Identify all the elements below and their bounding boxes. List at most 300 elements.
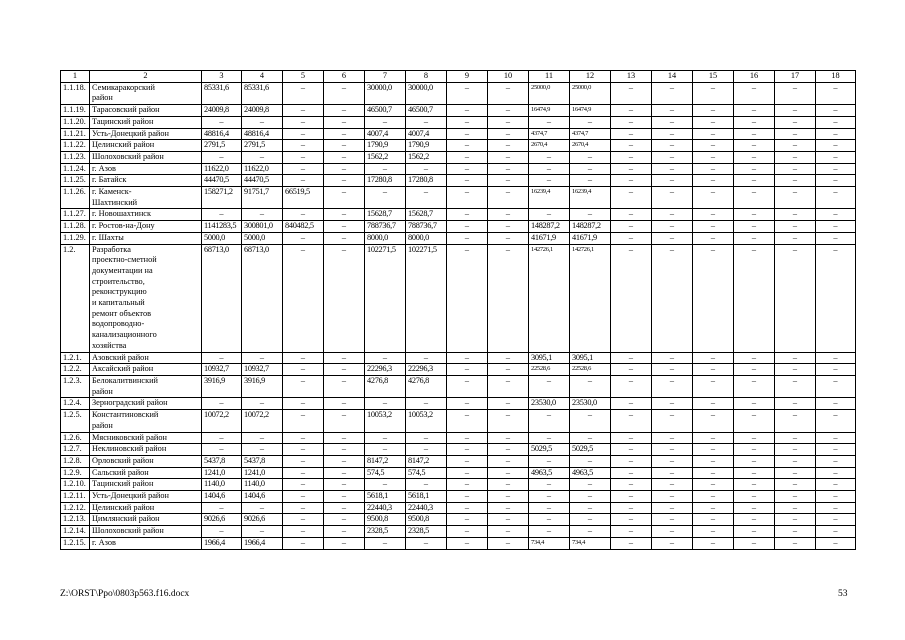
cell-value: 25000,0: [570, 82, 611, 104]
row-code: 1.2.7.: [61, 444, 90, 456]
cell-value: 5000,0: [202, 232, 242, 244]
row-name: г. Ростов-на-Дону: [90, 221, 202, 233]
row-code: 1.1.22.: [61, 140, 90, 152]
cell-value: –: [488, 455, 529, 467]
cell-value: –: [202, 352, 242, 364]
cell-value: 4374,7: [529, 128, 570, 140]
column-header-7: 7: [365, 71, 406, 83]
cell-value: –: [406, 479, 447, 491]
cell-value: –: [775, 502, 816, 514]
cell-value: –: [775, 467, 816, 479]
cell-value: –: [365, 479, 406, 491]
row-code: 1.2.14.: [61, 526, 90, 538]
row-code: 1.1.19.: [61, 105, 90, 117]
cell-value: –: [365, 444, 406, 456]
cell-value: –: [734, 352, 775, 364]
cell-value: –: [488, 467, 529, 479]
cell-value: –: [447, 151, 488, 163]
cell-value: –: [283, 375, 324, 397]
cell-value: 3095,1: [570, 352, 611, 364]
cell-value: –: [447, 479, 488, 491]
cell-value: –: [652, 514, 693, 526]
cell-value: –: [447, 82, 488, 104]
cell-value: –: [652, 82, 693, 104]
column-header-6: 6: [324, 71, 365, 83]
table-row: [61, 105, 856, 117]
cell-value: –: [611, 514, 652, 526]
cell-value: –: [652, 444, 693, 456]
cell-value: –: [324, 364, 365, 376]
cell-value: –: [488, 175, 529, 187]
row-name: Разработка проектно-сметной документации на строительство, реконструкцию и капитальный ремонт объектов водопроводно- канализационного хозяйства: [90, 244, 202, 352]
cell-value: 17280,8: [365, 175, 406, 187]
column-header-13: 13: [611, 71, 652, 83]
cell-value: 1241,0: [202, 467, 242, 479]
cell-value: –: [734, 467, 775, 479]
cell-value: –: [283, 105, 324, 117]
cell-value: –: [324, 537, 365, 549]
column-header-11: 11: [529, 71, 570, 83]
cell-value: –: [775, 375, 816, 397]
cell-value: 5029,5: [529, 444, 570, 456]
cell-value: –: [734, 175, 775, 187]
cell-value: –: [734, 244, 775, 352]
cell-value: –: [283, 514, 324, 526]
cell-value: –: [816, 116, 856, 128]
cell-value: –: [816, 232, 856, 244]
cell-value: –: [611, 187, 652, 209]
cell-value: –: [447, 105, 488, 117]
cell-value: –: [447, 209, 488, 221]
cell-value: –: [693, 128, 734, 140]
cell-value: –: [693, 232, 734, 244]
cell-value: 1140,0: [202, 479, 242, 491]
cell-value: –: [488, 116, 529, 128]
cell-value: –: [488, 209, 529, 221]
cell-value: 2328,5: [365, 526, 406, 538]
cell-value: 2670,4: [570, 140, 611, 152]
table-row: [61, 82, 856, 104]
cell-value: –: [202, 526, 242, 538]
cell-value: 574,5: [365, 467, 406, 479]
row-name: Усть-Донецкий район: [90, 128, 202, 140]
cell-value: –: [693, 537, 734, 549]
row-name: Тацинский район: [90, 479, 202, 491]
cell-value: –: [324, 455, 365, 467]
column-header-18: 18: [816, 71, 856, 83]
cell-value: –: [652, 455, 693, 467]
cell-value: –: [652, 151, 693, 163]
table-row: [61, 432, 856, 444]
cell-value: –: [693, 444, 734, 456]
row-name: Усть-Донецкий район: [90, 491, 202, 503]
cell-value: –: [734, 187, 775, 209]
cell-value: –: [775, 364, 816, 376]
cell-value: –: [611, 467, 652, 479]
row-code: 1.2.10.: [61, 479, 90, 491]
cell-value: –: [447, 502, 488, 514]
cell-value: –: [652, 491, 693, 503]
cell-value: –: [693, 209, 734, 221]
table-row: [61, 221, 856, 233]
cell-value: –: [324, 244, 365, 352]
cell-value: –: [447, 410, 488, 432]
row-name: Шолоховский район: [90, 526, 202, 538]
cell-value: 8147,2: [406, 455, 447, 467]
cell-value: 66519,5: [283, 187, 324, 209]
cell-value: 10072,2: [202, 410, 242, 432]
cell-value: –: [406, 163, 447, 175]
cell-value: –: [816, 151, 856, 163]
cell-value: 1140,0: [242, 479, 283, 491]
row-name: Константиновский район: [90, 410, 202, 432]
row-code: 1.2.15.: [61, 537, 90, 549]
column-header-1: 1: [61, 71, 90, 83]
row-name: Белокалитвинский район: [90, 375, 202, 397]
cell-value: –: [283, 352, 324, 364]
cell-value: 9026,6: [202, 514, 242, 526]
cell-value: –: [529, 491, 570, 503]
cell-value: –: [242, 209, 283, 221]
row-code: 1.2.2.: [61, 364, 90, 376]
cell-value: –: [324, 151, 365, 163]
cell-value: –: [693, 364, 734, 376]
cell-value: –: [816, 455, 856, 467]
cell-value: –: [365, 116, 406, 128]
cell-value: 102271,5: [365, 244, 406, 352]
cell-value: –: [652, 467, 693, 479]
cell-value: –: [611, 479, 652, 491]
cell-value: –: [775, 209, 816, 221]
cell-value: –: [652, 221, 693, 233]
cell-value: –: [406, 398, 447, 410]
cell-value: –: [775, 537, 816, 549]
cell-value: –: [324, 221, 365, 233]
table-row: [61, 175, 856, 187]
cell-value: –: [570, 163, 611, 175]
row-name: г. Новошахтинск: [90, 209, 202, 221]
cell-value: –: [365, 163, 406, 175]
table-row: [61, 163, 856, 175]
cell-value: –: [652, 502, 693, 514]
cell-value: –: [734, 526, 775, 538]
cell-value: –: [652, 364, 693, 376]
cell-value: 4374,7: [570, 128, 611, 140]
cell-value: –: [324, 232, 365, 244]
cell-value: –: [324, 514, 365, 526]
cell-value: –: [693, 221, 734, 233]
cell-value: 300801,0: [242, 221, 283, 233]
cell-value: –: [816, 105, 856, 117]
cell-value: –: [693, 514, 734, 526]
cell-value: –: [447, 187, 488, 209]
cell-value: 2670,4: [529, 140, 570, 152]
cell-value: –: [816, 187, 856, 209]
cell-value: –: [611, 398, 652, 410]
cell-value: 2791,5: [242, 140, 283, 152]
cell-value: –: [447, 221, 488, 233]
table-row: [61, 128, 856, 140]
row-code: 1.2.9.: [61, 467, 90, 479]
row-name: Шолоховский район: [90, 151, 202, 163]
cell-value: –: [488, 398, 529, 410]
cell-value: 9500,8: [406, 514, 447, 526]
cell-value: –: [693, 526, 734, 538]
column-header-16: 16: [734, 71, 775, 83]
cell-value: 142726,1: [570, 244, 611, 352]
row-code: 1.1.26.: [61, 187, 90, 209]
cell-value: 68713,0: [242, 244, 283, 352]
cell-value: 10053,2: [406, 410, 447, 432]
table-row: [61, 375, 856, 397]
row-name: Аксайский район: [90, 364, 202, 376]
cell-value: 25000,0: [529, 82, 570, 104]
cell-value: 158271,2: [202, 187, 242, 209]
cell-value: –: [283, 209, 324, 221]
cell-value: 3916,9: [202, 375, 242, 397]
cell-value: –: [488, 364, 529, 376]
cell-value: –: [693, 352, 734, 364]
cell-value: 4963,5: [570, 467, 611, 479]
row-code: 1.1.21.: [61, 128, 90, 140]
cell-value: 1141283,5: [202, 221, 242, 233]
cell-value: –: [242, 116, 283, 128]
cell-value: –: [488, 502, 529, 514]
cell-value: –: [734, 82, 775, 104]
row-code: 1.1.20.: [61, 116, 90, 128]
cell-value: –: [529, 479, 570, 491]
cell-value: –: [611, 491, 652, 503]
cell-value: –: [488, 375, 529, 397]
cell-value: 16239,4: [529, 187, 570, 209]
cell-value: –: [816, 432, 856, 444]
cell-value: –: [775, 105, 816, 117]
cell-value: –: [570, 209, 611, 221]
column-header-10: 10: [488, 71, 529, 83]
cell-value: 24009,8: [202, 105, 242, 117]
cell-value: –: [816, 514, 856, 526]
cell-value: –: [570, 175, 611, 187]
table-row: [61, 491, 856, 503]
cell-value: –: [324, 432, 365, 444]
cell-value: –: [734, 479, 775, 491]
row-code: 1.2.13.: [61, 514, 90, 526]
cell-value: –: [447, 140, 488, 152]
cell-value: 1562,2: [406, 151, 447, 163]
cell-value: –: [734, 502, 775, 514]
cell-value: –: [611, 432, 652, 444]
cell-value: –: [775, 187, 816, 209]
cell-value: –: [488, 140, 529, 152]
row-code: 1.2.6.: [61, 432, 90, 444]
cell-value: 22528,6: [570, 364, 611, 376]
row-name: Мясниковский район: [90, 432, 202, 444]
table-body: [61, 82, 856, 549]
row-name: Зерноградский район: [90, 398, 202, 410]
cell-value: –: [570, 375, 611, 397]
cell-value: –: [652, 116, 693, 128]
cell-value: –: [775, 514, 816, 526]
cell-value: –: [775, 491, 816, 503]
cell-value: –: [734, 432, 775, 444]
row-code: 1.1.28.: [61, 221, 90, 233]
row-code: 1.1.24.: [61, 163, 90, 175]
cell-value: –: [734, 364, 775, 376]
cell-value: 85331,6: [202, 82, 242, 104]
column-header-15: 15: [693, 71, 734, 83]
cell-value: –: [611, 455, 652, 467]
row-code: 1.2.1.: [61, 352, 90, 364]
cell-value: –: [816, 364, 856, 376]
cell-value: –: [775, 455, 816, 467]
cell-value: –: [488, 187, 529, 209]
cell-value: –: [652, 526, 693, 538]
cell-value: –: [775, 140, 816, 152]
cell-value: –: [570, 491, 611, 503]
cell-value: –: [365, 432, 406, 444]
cell-value: –: [652, 140, 693, 152]
cell-value: –: [693, 467, 734, 479]
cell-value: –: [775, 151, 816, 163]
table-row: [61, 514, 856, 526]
header-row: [61, 71, 856, 83]
cell-value: 1404,6: [242, 491, 283, 503]
cell-value: –: [611, 140, 652, 152]
cell-value: –: [775, 479, 816, 491]
cell-value: –: [611, 175, 652, 187]
cell-value: –: [488, 537, 529, 549]
cell-value: 15628,7: [365, 209, 406, 221]
cell-value: –: [283, 163, 324, 175]
cell-value: –: [652, 537, 693, 549]
cell-value: –: [283, 140, 324, 152]
cell-value: –: [775, 116, 816, 128]
cell-value: –: [693, 432, 734, 444]
cell-value: 734,4: [529, 537, 570, 549]
cell-value: –: [611, 375, 652, 397]
cell-value: –: [611, 526, 652, 538]
cell-value: –: [283, 491, 324, 503]
cell-value: –: [734, 491, 775, 503]
cell-value: –: [202, 444, 242, 456]
cell-value: –: [324, 116, 365, 128]
cell-value: –: [447, 163, 488, 175]
cell-value: –: [611, 537, 652, 549]
cell-value: –: [611, 128, 652, 140]
cell-value: –: [611, 352, 652, 364]
cell-value: –: [693, 410, 734, 432]
cell-value: –: [816, 175, 856, 187]
row-code: 1.2.8.: [61, 455, 90, 467]
row-name: Целинский район: [90, 502, 202, 514]
cell-value: –: [693, 375, 734, 397]
cell-value: 68713,0: [202, 244, 242, 352]
cell-value: –: [775, 232, 816, 244]
data-table: [60, 70, 856, 550]
cell-value: –: [570, 410, 611, 432]
cell-value: 16474,9: [529, 105, 570, 117]
row-code: 1.1.18.: [61, 82, 90, 104]
cell-value: –: [652, 175, 693, 187]
cell-value: 16474,9: [570, 105, 611, 117]
cell-value: –: [324, 175, 365, 187]
row-name: Орловский район: [90, 455, 202, 467]
cell-value: –: [324, 410, 365, 432]
cell-value: –: [652, 105, 693, 117]
cell-value: 17280,8: [406, 175, 447, 187]
cell-value: –: [488, 163, 529, 175]
cell-value: –: [816, 502, 856, 514]
cell-value: –: [488, 232, 529, 244]
column-header-14: 14: [652, 71, 693, 83]
cell-value: –: [283, 128, 324, 140]
cell-value: 8000,0: [406, 232, 447, 244]
cell-value: –: [693, 163, 734, 175]
cell-value: 4007,4: [365, 128, 406, 140]
cell-value: –: [652, 187, 693, 209]
table-row: [61, 410, 856, 432]
table-row: [61, 364, 856, 376]
cell-value: –: [365, 187, 406, 209]
cell-value: –: [283, 537, 324, 549]
column-header-3: 3: [202, 71, 242, 83]
cell-value: 44470,5: [202, 175, 242, 187]
cell-value: 85331,6: [242, 82, 283, 104]
cell-value: –: [775, 175, 816, 187]
cell-value: –: [611, 364, 652, 376]
cell-value: –: [406, 352, 447, 364]
cell-value: 4276,8: [365, 375, 406, 397]
cell-value: –: [816, 352, 856, 364]
cell-value: –: [652, 163, 693, 175]
cell-value: 22440,3: [365, 502, 406, 514]
table-row: [61, 209, 856, 221]
cell-value: –: [529, 209, 570, 221]
cell-value: –: [447, 244, 488, 352]
row-name: Цимлянский район: [90, 514, 202, 526]
cell-value: –: [611, 410, 652, 432]
cell-value: –: [652, 479, 693, 491]
cell-value: –: [570, 116, 611, 128]
row-code: 1.2.: [61, 244, 90, 352]
cell-value: 10932,7: [202, 364, 242, 376]
cell-value: 1790,9: [365, 140, 406, 152]
cell-value: –: [570, 479, 611, 491]
cell-value: 3095,1: [529, 352, 570, 364]
cell-value: –: [283, 151, 324, 163]
cell-value: –: [652, 128, 693, 140]
cell-value: –: [242, 432, 283, 444]
cell-value: –: [324, 105, 365, 117]
cell-value: –: [611, 444, 652, 456]
cell-value: 1241,0: [242, 467, 283, 479]
cell-value: 23530,0: [570, 398, 611, 410]
cell-value: –: [324, 140, 365, 152]
cell-value: –: [447, 467, 488, 479]
row-code: 1.2.4.: [61, 398, 90, 410]
cell-value: –: [447, 444, 488, 456]
cell-value: –: [693, 398, 734, 410]
cell-value: –: [447, 491, 488, 503]
cell-value: –: [816, 163, 856, 175]
cell-value: 1966,4: [202, 537, 242, 549]
cell-value: 5029,5: [570, 444, 611, 456]
cell-value: –: [816, 128, 856, 140]
cell-value: –: [775, 221, 816, 233]
cell-value: –: [447, 537, 488, 549]
cell-value: 5618,1: [406, 491, 447, 503]
cell-value: 30000,0: [365, 82, 406, 104]
